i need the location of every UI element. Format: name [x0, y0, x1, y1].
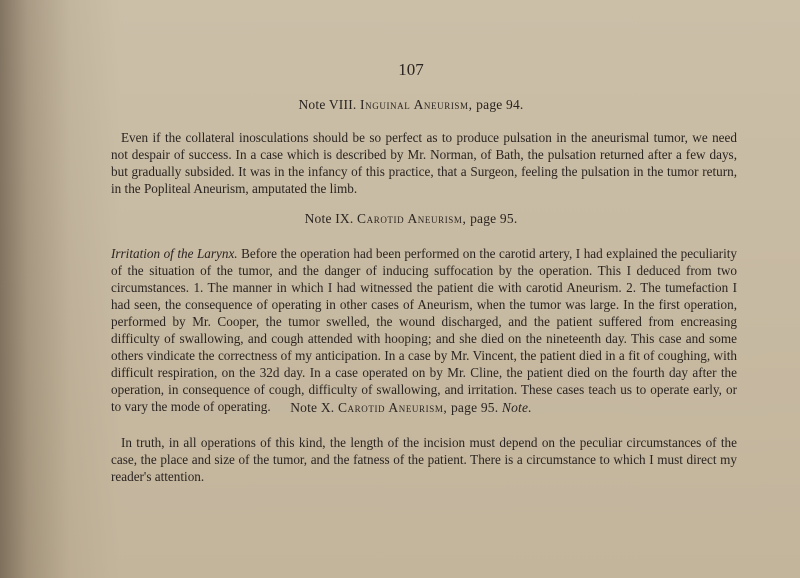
note-title: Carotid Aneurism, — [357, 211, 467, 226]
note-label: Note IX. — [304, 211, 354, 226]
note-viii-heading — [0, 97, 800, 113]
note-ix-paragraph — [111, 245, 737, 415]
note-x-paragraph: In truth, in all operations of this kind, the length of the incision must depend on the peculiar circumstances of the case, the place and size of the tumor, and the fatness of the patient. There is a circumstance to which I must direct my reader's attention. — [111, 435, 737, 484]
note-page-ref: page 95. — [450, 400, 499, 415]
note-suffix: Note. — [501, 400, 532, 415]
note-page-ref: page 94. — [476, 97, 524, 112]
note-title: Inguinal Aneurism, — [360, 97, 473, 112]
note-x-heading — [0, 400, 800, 416]
note-label: Note X. — [290, 400, 335, 415]
page-number: 107 — [398, 60, 424, 79]
note-label: Note VIII. — [298, 97, 357, 112]
note-ix-heading — [0, 211, 800, 227]
lead-italic: Irritation of the Larynx. — [111, 246, 238, 261]
note-viii-paragraph: Even if the collateral inosculations should be so perfect as to produce pulsation in the aneurismal tumor, we need not despair of success. In a case which is described by Mr. Norman, of Bath, the pulsation returned after a few days, but gradually subsided. It was in the infancy of this practice, that a Surgeon, feeling the pulsation in the tumor return, in the Popliteal Aneurism, amputated the limb. — [111, 130, 737, 196]
note-page-ref: page 95. — [470, 211, 518, 226]
paragraph-text: Before the operation had been performed on the carotid artery, I had explained the peculiarity of the situation of the tumor, and the danger of inducing suffocation by the operation. This I deduced from two circumstances. 1. The manner in which I had witnessed the patient die with carotid Aneurism. 2. The tumefaction I had seen, the consequence of operating in other cases of Aneurism, when the tumor was large. In the first operation, performed by Mr. Cooper, the tumor swelled, the wound discharged, and the patient suffered from encreasing difficulty of swallowing, and cough attended with hooping; and she died on the nineteenth day. This case and some others vindicate the correctness of my anticipation. In a case by Mr. Vincent, the patient died in a fit of coughing, with difficult respiration, on the 32d day. In a case operated on by Mr. Cline, the patient died on the fourth day after the operation, in consequence of cough, difficulty of swallowing, and irritation. These cases teach us to operate early, or to vary the mode of operating. — [111, 246, 737, 414]
note-title: Carotid Aneurism, — [337, 400, 448, 415]
